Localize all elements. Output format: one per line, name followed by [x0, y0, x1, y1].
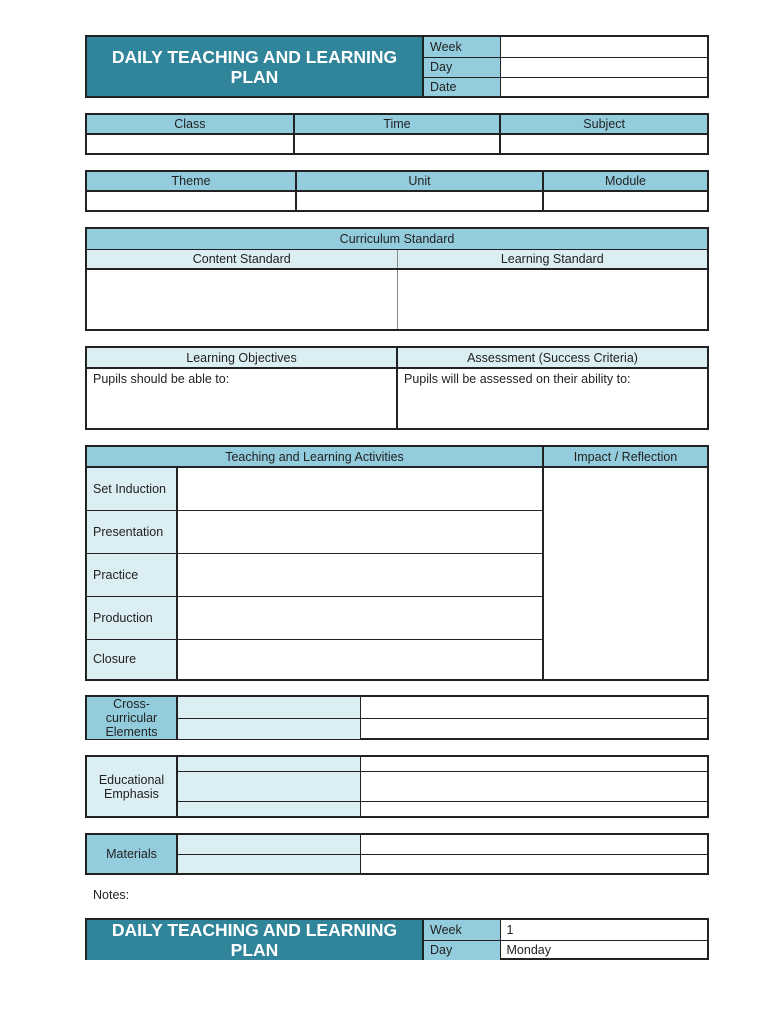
content-standard-header: Content Standard	[87, 249, 397, 269]
notes-label: Notes:	[93, 888, 130, 902]
learning-objectives-header: Learning Objectives	[87, 348, 397, 368]
footer-block	[85, 918, 709, 960]
cross-curricular-item[interactable]	[177, 718, 360, 739]
class-time-subject-table	[85, 113, 709, 155]
practice-label: Practice	[87, 553, 177, 596]
activities-header: Teaching and Learning Activities	[87, 447, 543, 467]
subject-value[interactable]	[500, 134, 707, 153]
production-label: Production	[87, 596, 177, 639]
activities-table	[85, 445, 709, 681]
footer-plan-title: DAILY TEACHING AND LEARNING PLAN	[87, 920, 423, 960]
production-value[interactable]	[177, 596, 543, 639]
footer-week-label: Week	[423, 920, 500, 940]
impact-reflection-value[interactable]	[543, 467, 707, 679]
footer-day-value[interactable]: Monday	[506, 943, 551, 958]
day-label: Day	[423, 57, 500, 77]
pupils-assessed-text[interactable]: Pupils will be assessed on their ability to:	[404, 372, 631, 386]
emphasis-detail[interactable]	[360, 801, 707, 816]
educational-emphasis-table	[85, 755, 709, 818]
closure-value[interactable]	[177, 639, 543, 679]
module-value[interactable]	[543, 191, 707, 210]
emphasis-item[interactable]	[177, 772, 360, 802]
curriculum-standard-header: Curriculum Standard	[87, 229, 707, 249]
cross-curricular-detail[interactable]	[360, 697, 707, 718]
learning-standard-header: Learning Standard	[397, 249, 707, 269]
time-header: Time	[294, 115, 501, 134]
materials-table	[85, 833, 709, 875]
time-value[interactable]	[294, 134, 501, 153]
theme-unit-module-table	[85, 170, 709, 212]
class-value[interactable]	[87, 134, 294, 153]
header-block	[85, 35, 709, 98]
closure-label: Closure	[87, 639, 177, 679]
materials-item[interactable]	[177, 835, 360, 854]
cross-curricular-label: Cross-curricular Elements	[87, 697, 177, 739]
class-header: Class	[87, 115, 294, 134]
day-value[interactable]	[500, 57, 707, 77]
emphasis-detail[interactable]	[360, 757, 707, 772]
week-value[interactable]	[500, 37, 707, 57]
week-label: Week	[423, 37, 500, 57]
emphasis-detail[interactable]	[360, 772, 707, 802]
curriculum-standard-table	[85, 227, 709, 331]
module-header: Module	[543, 172, 707, 191]
content-standard-value[interactable]	[87, 269, 397, 329]
subject-header: Subject	[500, 115, 707, 134]
date-value[interactable]	[500, 77, 707, 96]
objectives-table	[85, 346, 709, 430]
footer-week-value[interactable]: 1	[500, 920, 707, 940]
unit-header: Unit	[296, 172, 543, 191]
set-induction-label: Set Induction	[87, 467, 177, 510]
unit-value[interactable]	[296, 191, 543, 210]
pupils-able-text[interactable]: Pupils should be able to:	[87, 368, 397, 428]
theme-value[interactable]	[87, 191, 296, 210]
presentation-value[interactable]	[177, 510, 543, 553]
cross-curricular-detail[interactable]	[360, 718, 707, 739]
plan-title: DAILY TEACHING AND LEARNING PLAN	[87, 37, 423, 96]
emphasis-item[interactable]	[177, 757, 360, 772]
cross-curricular-table	[85, 695, 709, 740]
materials-label: Materials	[87, 835, 177, 873]
footer-day-label: Day	[423, 940, 500, 960]
presentation-label: Presentation	[87, 510, 177, 553]
cross-curricular-item[interactable]	[177, 697, 360, 718]
materials-detail[interactable]	[360, 854, 707, 873]
assessment-header: Assessment (Success Criteria)	[397, 348, 707, 368]
date-label: Date	[423, 77, 500, 96]
materials-item[interactable]	[177, 854, 360, 873]
educational-emphasis-label: Educational Emphasis	[87, 757, 177, 816]
practice-value[interactable]	[177, 553, 543, 596]
learning-standard-value[interactable]	[397, 269, 707, 329]
emphasis-item[interactable]	[177, 801, 360, 816]
theme-header: Theme	[87, 172, 296, 191]
materials-detail[interactable]	[360, 835, 707, 854]
set-induction-value[interactable]	[177, 467, 543, 510]
impact-reflection-header: Impact / Reflection	[543, 447, 707, 467]
